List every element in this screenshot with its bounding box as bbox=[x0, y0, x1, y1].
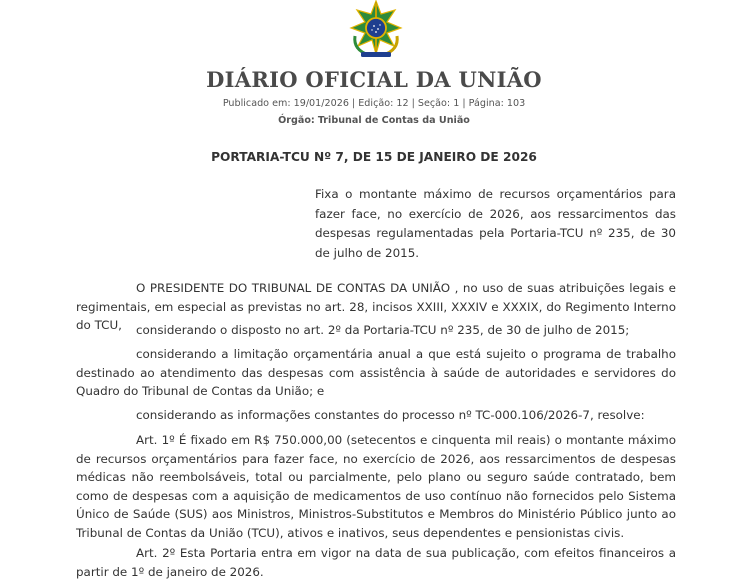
paragraph-considerando-2: considerando a limitação orçamentária anual a que está sujeito o programa de trabalho destinado ao atendimento das despesas com assistência à saúde de autoridades e servidores do Quadro do Tribunal de Contas da União; e bbox=[76, 347, 676, 398]
newspaper-title: DIÁRIO OFICIAL DA UNIÃO bbox=[206, 67, 542, 92]
paragraph-art-2: Art. 2º Esta Portaria entra em vigor na data de sua publicação, com efeitos financeiros a partir de 1º de janeiro de 2026. bbox=[76, 546, 676, 579]
portaria-title: PORTARIA-TCU Nº 7, DE 15 DE JANEIRO DE 2026 bbox=[211, 150, 537, 164]
orgao-label: Órgão: bbox=[278, 115, 315, 126]
brazil-coat-of-arms-icon bbox=[341, 0, 411, 60]
paragraph-preamble: O PRESIDENTE DO TRIBUNAL DE CONTAS DA UNIÃO , no uso de suas atribuições legais e regimentais, em especial as previstas no art. 28, incisos XXIII, XXXIV e XXXIX, do Regimento Interno do TCU, bbox=[76, 281, 676, 332]
paragraph-considerando-3: considerando as informações constantes do processo nº TC-000.106/2026-7, resolve: bbox=[136, 408, 645, 422]
paragraph-art-1: Art. 1º É fixado em R$ 750.000,00 (setecentos e cinquenta mil reais) o montante máximo de recursos orçamentários para fazer face, no exercício de 2026, aos ressarcimentos de despesas médicas não reembolsáveis, total ou parcialmente, pelo plano ou seguro saúde contratado, bem como de despesas com a aquisição de medicamentos de uso contínuo não fornecidos pelo Sistema Único de Saúde (SUS) aos Ministros, Ministros-Substitutos e Membros do Ministério Público junto ao Tribunal de Contas da União (TCU), ativos e inativos, seus dependentes e pensionistas civis. bbox=[76, 433, 676, 540]
paragraph-considerando-1: considerando o disposto no art. 2º da Portaria-TCU nº 235, de 30 de julho de 2015; bbox=[136, 323, 630, 337]
ementa: Fixa o montante máximo de recursos orçamentários para fazer face, no exercício de 2026, aos ressarcimentos das despesas regulamentadas pela Portaria-TCU nº 235, de 30 de julho de 2015. bbox=[315, 187, 676, 260]
orgao-line bbox=[0, 115, 748, 126]
orgao-value: Tribunal de Contas da União bbox=[317, 115, 470, 126]
publication-meta: Publicado em: 19/01/2026 | Edição: 12 | Seção: 1 | Página: 103 bbox=[222, 98, 526, 109]
